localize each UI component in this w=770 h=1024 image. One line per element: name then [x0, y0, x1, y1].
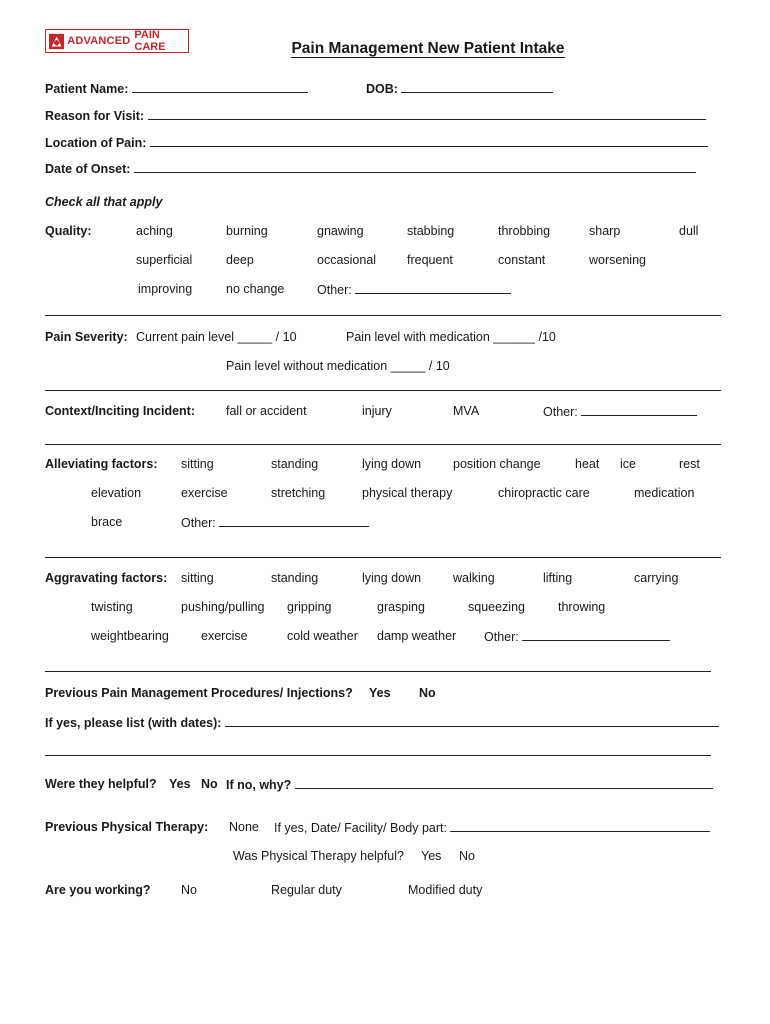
context-option[interactable]: MVA: [453, 404, 480, 418]
helpful-question: Were they helpful?: [45, 777, 157, 791]
pt-details-field[interactable]: [274, 820, 710, 835]
aggravating-option[interactable]: grasping: [377, 600, 425, 614]
quality-option[interactable]: burning: [226, 224, 268, 238]
quality-option[interactable]: improving: [138, 282, 193, 296]
location-line[interactable]: [150, 135, 708, 147]
section-divider: [45, 315, 721, 316]
quality-label: Quality:: [45, 224, 92, 238]
aggravating-other-field[interactable]: [484, 629, 670, 644]
alleviating-option[interactable]: ice: [620, 457, 636, 471]
helpful-why-label: If no, why?: [226, 778, 292, 792]
alleviating-option[interactable]: physical therapy: [362, 486, 453, 500]
context-other-field[interactable]: [543, 404, 697, 419]
quality-option[interactable]: frequent: [407, 253, 453, 267]
procedures-extra-line[interactable]: [45, 755, 711, 756]
aggravating-option[interactable]: squeezing: [468, 600, 525, 614]
working-label: Are you working?: [45, 883, 151, 897]
location-field[interactable]: [45, 135, 708, 150]
onset-field[interactable]: [45, 161, 696, 176]
alleviating-option[interactable]: medication: [634, 486, 695, 500]
reason-line[interactable]: [148, 108, 706, 120]
section-divider: [45, 444, 721, 445]
context-other-label: Other:: [543, 405, 578, 419]
aggravating-option[interactable]: weightbearing: [91, 629, 169, 643]
quality-option[interactable]: worsening: [589, 253, 646, 267]
alleviating-option[interactable]: brace: [91, 515, 123, 529]
aggravating-option[interactable]: pushing/pulling: [181, 600, 265, 614]
working-modified-duty-option[interactable]: Modified duty: [408, 883, 483, 897]
working-regular-duty-option[interactable]: Regular duty: [271, 883, 342, 897]
alleviating-label: Alleviating factors:: [45, 457, 158, 471]
quality-option[interactable]: superficial: [136, 253, 193, 267]
quality-option[interactable]: deep: [226, 253, 254, 267]
alleviating-option[interactable]: standing: [271, 457, 319, 471]
quality-option[interactable]: occasional: [317, 253, 377, 267]
aggravating-other-label: Other:: [484, 630, 519, 644]
quality-option[interactable]: gnawing: [317, 224, 364, 238]
aggravating-option[interactable]: twisting: [91, 600, 133, 614]
alleviating-option[interactable]: lying down: [362, 457, 422, 471]
quality-option[interactable]: constant: [498, 253, 546, 267]
procedures-no-option[interactable]: No: [419, 686, 436, 700]
procedures-yes-option[interactable]: Yes: [369, 686, 391, 700]
onset-line[interactable]: [134, 161, 696, 173]
pain-level-with-medication[interactable]: Pain level with medication ______ /10: [346, 330, 556, 344]
alleviating-option[interactable]: sitting: [181, 457, 214, 471]
aggravating-label: Aggravating factors:: [45, 571, 168, 585]
alleviating-other-label: Other:: [181, 516, 216, 530]
helpful-yes-option[interactable]: Yes: [169, 777, 191, 791]
alleviating-option[interactable]: elevation: [91, 486, 142, 500]
procedures-list-field[interactable]: [45, 715, 719, 730]
quality-option[interactable]: stabbing: [407, 224, 455, 238]
section-divider: [45, 671, 711, 672]
quality-option[interactable]: dull: [679, 224, 699, 238]
aggravating-option[interactable]: gripping: [287, 600, 332, 614]
alleviating-option[interactable]: rest: [679, 457, 700, 471]
aggravating-other-line[interactable]: [522, 629, 670, 641]
section-divider: [45, 390, 721, 391]
aggravating-option[interactable]: throwing: [558, 600, 606, 614]
aggravating-option[interactable]: carrying: [634, 571, 679, 585]
location-label: Location of Pain:: [45, 136, 147, 150]
patient-name-line[interactable]: [132, 81, 308, 93]
dob-line[interactable]: [401, 81, 553, 93]
check-all-note: Check all that apply: [45, 195, 163, 209]
quality-option[interactable]: throbbing: [498, 224, 551, 238]
pt-label: Previous Physical Therapy:: [45, 820, 209, 834]
patient-name-label: Patient Name:: [45, 82, 129, 96]
severity-label: Pain Severity:: [45, 330, 128, 344]
quality-option[interactable]: aching: [136, 224, 173, 238]
patient-name-field[interactable]: [45, 81, 308, 96]
helpful-why-field[interactable]: [226, 777, 713, 792]
quality-option[interactable]: sharp: [589, 224, 621, 238]
aggravating-option[interactable]: lifting: [543, 571, 573, 585]
alleviating-option[interactable]: stretching: [271, 486, 326, 500]
alleviating-option[interactable]: exercise: [181, 486, 228, 500]
pt-details-label: If yes, Date/ Facility/ Body part:: [274, 821, 447, 835]
helpful-no-option[interactable]: No: [201, 777, 218, 791]
logo-word-advanced: ADVANCED: [67, 35, 131, 47]
page-title: Pain Management New Patient Intake: [291, 40, 565, 57]
onset-label: Date of Onset:: [45, 162, 131, 176]
aggravating-option[interactable]: walking: [453, 571, 495, 585]
helpful-why-line[interactable]: [295, 777, 713, 789]
pt-helpful-yes-option[interactable]: Yes: [421, 849, 442, 863]
pt-none-option[interactable]: None: [229, 820, 259, 834]
pt-helpful-question: Was Physical Therapy helpful?: [233, 849, 404, 863]
context-label: Context/Inciting Incident:: [45, 404, 195, 418]
aggravating-option[interactable]: sitting: [181, 571, 214, 585]
pt-details-line[interactable]: [450, 820, 710, 832]
alleviating-other-field[interactable]: [181, 515, 369, 530]
quality-other-line[interactable]: [355, 282, 511, 294]
pt-helpful-no-option[interactable]: No: [459, 849, 475, 863]
pain-level-without-medication[interactable]: Pain level without medication _____ / 10: [226, 359, 450, 373]
aggravating-option[interactable]: exercise: [201, 629, 248, 643]
reason-label: Reason for Visit:: [45, 109, 145, 123]
aggravating-option[interactable]: cold weather: [287, 629, 358, 643]
alleviating-other-line[interactable]: [219, 515, 369, 527]
alleviating-option[interactable]: position change: [453, 457, 541, 471]
procedures-list-label: If yes, please list (with dates):: [45, 716, 222, 730]
reason-field[interactable]: [45, 108, 706, 123]
working-no-option[interactable]: No: [181, 883, 197, 897]
section-divider: [45, 557, 721, 558]
context-option[interactable]: injury: [362, 404, 392, 418]
context-option[interactable]: fall or accident: [226, 404, 307, 418]
aggravating-option[interactable]: standing: [271, 571, 319, 585]
quality-other-field[interactable]: [317, 282, 511, 297]
procedures-question: Previous Pain Management Procedures/ Injections?: [45, 686, 353, 700]
logo-word-pain-care: PAIN CARE: [134, 29, 166, 53]
dob-label: DOB:: [366, 82, 398, 96]
quality-option[interactable]: no change: [226, 282, 285, 296]
alleviating-option[interactable]: heat: [575, 457, 600, 471]
procedures-list-line[interactable]: [225, 715, 719, 727]
aggravating-option[interactable]: lying down: [362, 571, 422, 585]
context-other-line[interactable]: [581, 404, 697, 416]
current-pain-level[interactable]: Current pain level _____ / 10: [136, 330, 297, 344]
quality-other-label: Other:: [317, 283, 352, 297]
dob-field[interactable]: [366, 81, 553, 96]
aggravating-option[interactable]: damp weather: [377, 629, 457, 643]
alleviating-option[interactable]: chiropractic care: [498, 486, 590, 500]
